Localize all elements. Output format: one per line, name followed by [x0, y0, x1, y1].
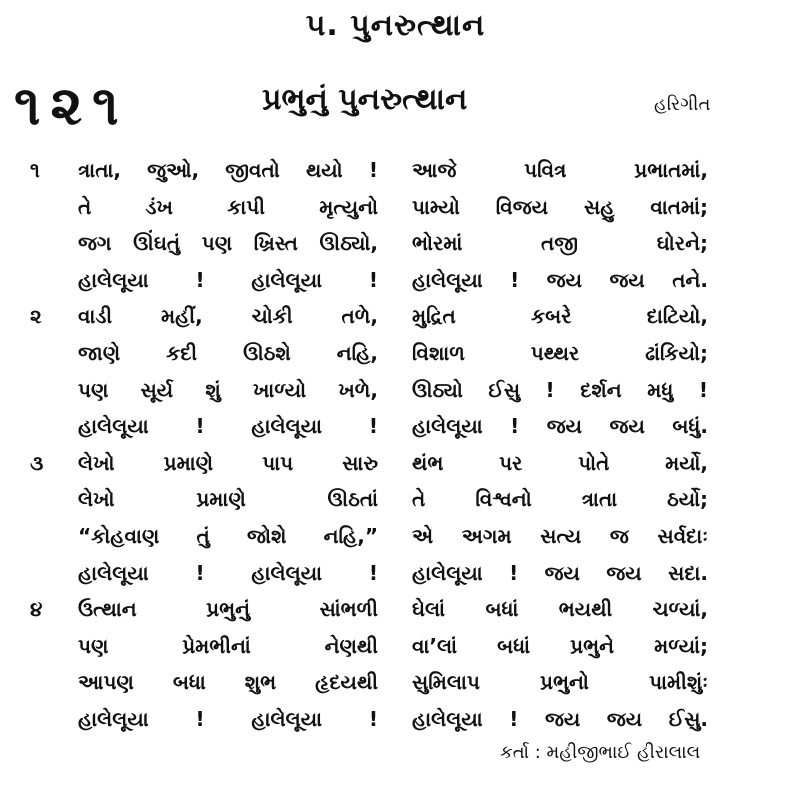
- verse-line-right: હાલેલૂયા ! જય જય ઈસુ.: [412, 706, 708, 731]
- verse-line: [0, 335, 791, 372]
- verse-line-left: જાણે કદી ઊઠશે નહિ,: [78, 340, 378, 365]
- verse-line-left: “કોહવાણ તું જોશે નહિ,”: [78, 523, 378, 548]
- verse-line-left: હાલેલૂયા ! હાલેલૂયા !: [78, 267, 378, 292]
- verse-number: ૧: [30, 158, 40, 182]
- verse-line: [0, 372, 791, 409]
- verse-line: [0, 591, 791, 628]
- verse-line: [0, 555, 791, 592]
- verse-line-right: ભોરમાં તજી ઘોરને;: [412, 231, 708, 256]
- verse-line-right: ઊઠ્યો ઈસુ ! દર્શન મધુ !: [412, 377, 708, 402]
- verse-line-left: ઉત્થાન પ્રભુનું સાંભળી: [78, 597, 378, 622]
- verse-line-left: વાડી મહીં, ચોકી તળે,: [78, 304, 378, 329]
- verse-line-left: લેખો પ્રમાણે પાપ સારુ: [78, 450, 378, 475]
- verse-line-right: તે વિશ્વનો ત્રાતા ઠર્યો;: [412, 487, 708, 512]
- verse-line: [0, 628, 791, 665]
- verse-line-right: હાલેલૂયા ! જય જય બધું.: [412, 414, 708, 439]
- verse-number: ૨: [30, 304, 42, 329]
- verses: [0, 152, 791, 738]
- verse-line-left: હાલેલૂયા ! હાલેલૂયા !: [78, 414, 378, 439]
- verse-line-right: ઘેલાં બધાં ભયથી ચળ્યાં,: [412, 597, 708, 622]
- verse-line: [0, 445, 791, 482]
- verse-line-left: લેખો પ્રમાણે ઊઠતાં: [78, 487, 378, 512]
- verse-line-right: એ અગમ સત્ય જ સર્વદાઃ: [412, 523, 708, 548]
- verse-line: [0, 262, 791, 299]
- verse-line: [0, 225, 791, 262]
- verse-line: [0, 408, 791, 445]
- verse-line-right: આજે પવિત્ર પ્રભાતમાં,: [412, 158, 708, 182]
- verse-line-left: હાલેલૂયા ! હાલેલૂયા !: [78, 560, 378, 585]
- verse-line: [0, 481, 791, 518]
- verse-line: [0, 701, 791, 738]
- hymn-number: ૧૨૧: [14, 74, 129, 137]
- verse-line: [0, 518, 791, 555]
- verse-line-right: પામ્યો વિજય સહુ વાતમાં;: [412, 194, 708, 219]
- verse-line-right: હાલેલૂયા ! જય જય સદા.: [412, 560, 708, 585]
- verse-line-left: જગ ઊંઘતું પણ ખ્રિસ્ત ઊઠ્યો,: [78, 231, 378, 256]
- verse-line-right: વા’લાં બધાં પ્રભુને મળ્યાં;: [412, 633, 708, 658]
- verse-line-left: પણ પ્રેમભીનાં નેણથી: [78, 633, 378, 658]
- verse-line-right: વિશાળ પથ્થર ઢાંકિયો;: [412, 340, 708, 365]
- verse-line: [0, 664, 791, 701]
- verse-line-left: આપણ બધા શુભ હૃદયથી: [78, 670, 378, 695]
- author-credit: કર્તા : મહીજીભાઈ હીરાલાલ: [500, 742, 701, 763]
- verse-line: [0, 152, 791, 189]
- verse-line-right: મુદ્રિત કબરે દાટિયો,: [412, 304, 708, 329]
- verse-line-right: હાલેલૂયા ! જય જય તને.: [412, 267, 708, 292]
- verse-number: ૩: [30, 450, 44, 475]
- verse-line: [0, 189, 791, 226]
- verse-line-left: તે ડંખ કાપી મૃત્યુનો: [78, 194, 378, 219]
- section-title: ૫. પુનરુત્થાન: [305, 8, 486, 43]
- verse-line-left: ત્રાતા, જુઓ, જીવતો થયો !: [78, 158, 378, 182]
- verse-line-right: થંભ પર પોતે મર્યો,: [412, 450, 708, 475]
- verse-line-right: સુમિલાપ પ્રભુનો પામીશુંઃ: [412, 670, 708, 695]
- hymn-meter: હરિગીત: [654, 94, 711, 115]
- verse-line-left: પણ સૂર્ય શું ખાળ્યો ખળે,: [78, 377, 378, 402]
- verse-number: ૪: [30, 597, 43, 622]
- hymn-title: પ્રભુનું પુનરુત્થાન: [262, 82, 468, 117]
- verse-line-left: હાલેલૂયા ! હાલેલૂયા !: [78, 706, 378, 731]
- verse-line: [0, 298, 791, 335]
